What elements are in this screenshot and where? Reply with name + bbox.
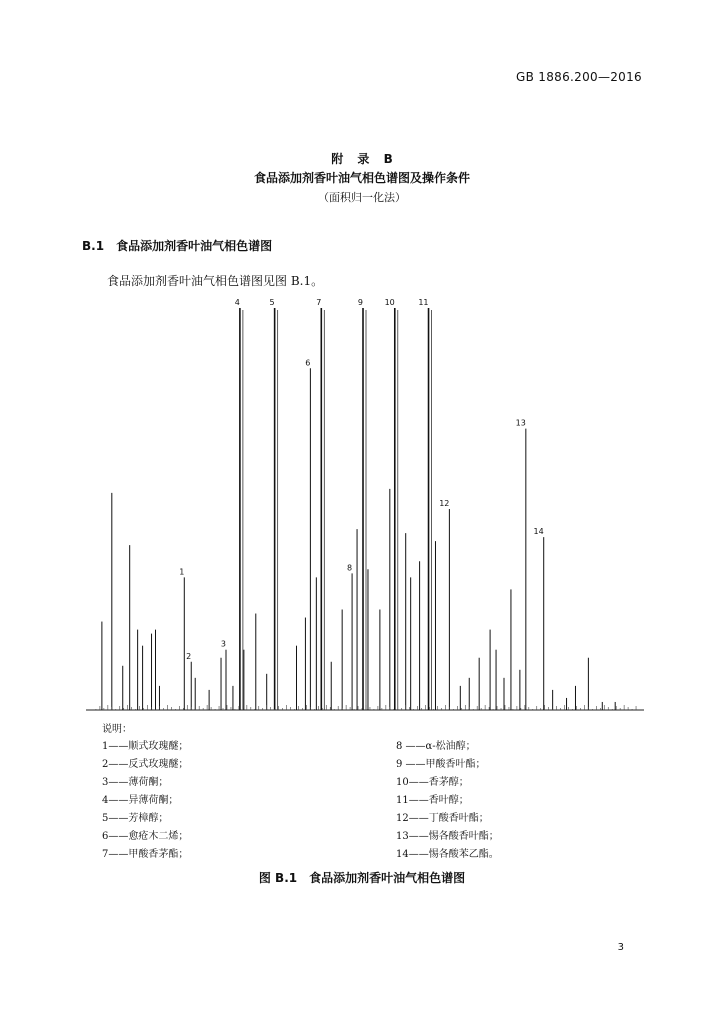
legend-item: 6——愈疮木二烯；: [102, 831, 189, 842]
section-number: B.1: [82, 239, 105, 253]
peak-label-6: 6: [305, 358, 311, 368]
peak-label-12: 12: [439, 499, 450, 508]
legend-column-left: [102, 738, 188, 864]
figure-caption-text: 食品添加剂香叶油气相色谱图: [309, 871, 466, 885]
legend-item: 3——薄荷酮；: [102, 777, 169, 788]
standard-code: GB 1886.200—2016: [516, 70, 642, 84]
peak-label-4: 4: [234, 298, 240, 307]
legend-column-right: [396, 738, 499, 864]
appendix-title: 附 录 B: [331, 152, 393, 166]
appendix-subtitle: 食品添加剂香叶油气相色谱图及操作条件: [253, 171, 470, 185]
legend-item: 12——丁酸香叶酯；: [396, 813, 489, 824]
legend-item: 9 ——甲酸香叶酯；: [396, 759, 486, 770]
legend-item: 13——惕各酸香叶酯；: [396, 831, 499, 842]
section-title: 食品添加剂香叶油气相色谱图: [116, 239, 273, 253]
peak-label-10: 10: [384, 298, 395, 307]
legend-item: 10——香茅醇；: [396, 777, 469, 788]
figure-number: 图 B.1: [258, 871, 298, 885]
peak-label-1: 1: [179, 567, 185, 577]
peak-label-5: 5: [269, 298, 275, 307]
peak-label-7: 7: [316, 298, 322, 307]
legend-item: 11——香叶醇；: [396, 795, 469, 806]
figure-caption: [0, 869, 724, 886]
legend-item: 1——顺式玫瑰醚；: [102, 741, 189, 752]
legend-item: 2——反式玫瑰醚；: [102, 759, 189, 770]
legend-item: 5——芳樟醇；: [102, 813, 169, 824]
chromatogram-chart: [80, 296, 646, 716]
section-heading: [82, 237, 272, 254]
peak-label-11: 11: [418, 298, 429, 307]
peak-label-3: 3: [220, 639, 226, 649]
peak-label-9: 9: [357, 298, 364, 307]
appendix-method: （面积归一化法）: [318, 191, 406, 204]
legend-item: 7——甲酸香茅酯；: [102, 849, 189, 860]
peak-label-8: 8: [346, 563, 353, 573]
peak-label-2: 2: [186, 651, 192, 661]
legend-item: 8 ——α-松油醇；: [396, 741, 476, 752]
legend-item: 14——惕各酸苯乙酯。: [396, 849, 499, 860]
legend-item: 4——异薄荷酮；: [102, 795, 179, 806]
peak-label-13: 13: [515, 418, 526, 428]
peak-label-14: 14: [533, 527, 544, 537]
intro-paragraph: 食品添加剂香叶油气相色谱图见图 B.1。: [107, 274, 324, 288]
page-number: 3: [617, 942, 624, 953]
legend-title: 说明：: [102, 724, 132, 735]
